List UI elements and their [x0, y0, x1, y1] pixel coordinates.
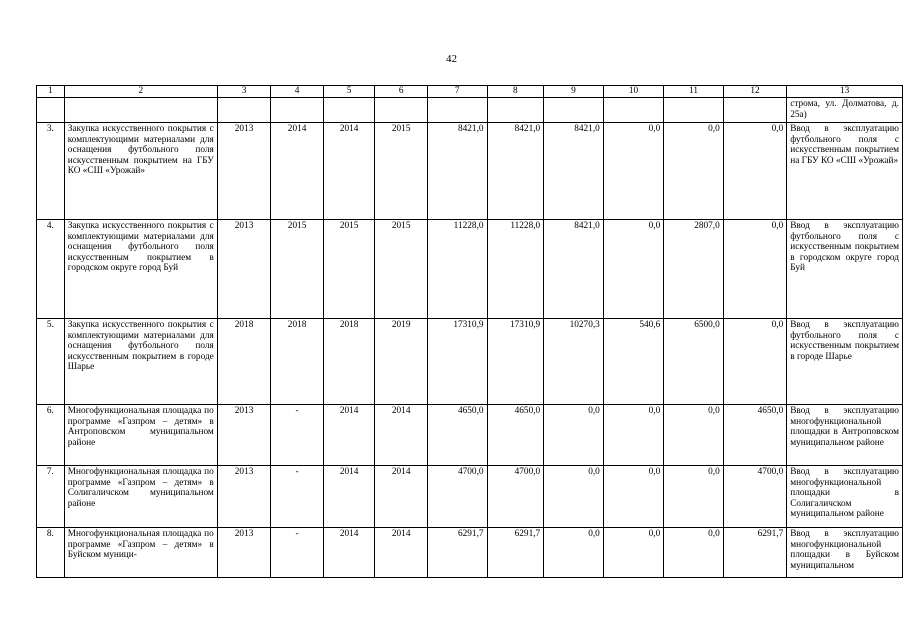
col-header-2: 2: [64, 86, 217, 98]
program-table: [36, 85, 903, 578]
cell-c12: 4700,0: [723, 466, 786, 528]
page-number: 42: [446, 53, 457, 65]
col-header-1: 1: [37, 86, 65, 98]
cell-c4: -: [271, 466, 324, 528]
row-number: 6.: [37, 405, 65, 466]
cell-c9: 8421,0: [544, 123, 604, 220]
col-header-12: 12: [723, 86, 786, 98]
cell-c8: 4650,0: [487, 405, 544, 466]
table-row: [37, 405, 903, 466]
cell-c10: 0,0: [603, 528, 663, 578]
col-header-5: 5: [323, 86, 375, 98]
col-header-9: 9: [544, 86, 604, 98]
row-name: Многофункциональная площадка по программе «Газпром – детям» в Солигаличском муниципальном районе: [64, 466, 217, 528]
cell-c5: 2018: [323, 319, 375, 405]
cell-c3: 2018: [217, 319, 271, 405]
col-header-13: 13: [787, 86, 903, 98]
row-number: 5.: [37, 319, 65, 405]
table-row: [37, 319, 903, 405]
cell-c12: 4650,0: [723, 405, 786, 466]
cell-c5: 2014: [323, 405, 375, 466]
continuation-result: строма, ул. Долматова, д. 25а): [787, 98, 903, 123]
row-name: Закупка искусственного покрытия с комплектующими материалами для оснащения футбольного поля искусственным покрытием на ГБУ КО «СШ «Урожай»: [64, 123, 217, 220]
cell-c6: 2015: [375, 220, 428, 319]
cell-c12: 6291,7: [723, 528, 786, 578]
table-row: [37, 220, 903, 319]
cell-c11: 0,0: [664, 123, 724, 220]
cell-c11: 2807,0: [664, 220, 724, 319]
table-row: [37, 528, 903, 578]
cell-c4: 2014: [271, 123, 324, 220]
column-numbers-row: [37, 86, 903, 98]
row-result: Ввод в эксплуатацию многофункциональной площадки в Буйском муниципальном: [787, 528, 903, 578]
cell-c8: 4700,0: [487, 466, 544, 528]
cell-c3: 2013: [217, 466, 271, 528]
cell-c4: -: [271, 528, 324, 578]
cell-c7: 4650,0: [427, 405, 487, 466]
cell-c5: 2014: [323, 466, 375, 528]
cell-c8: 6291,7: [487, 528, 544, 578]
cell-c12: 0,0: [723, 123, 786, 220]
row-result: Ввод в эксплуатацию футбольного поля с искусственным покрытием в городском округе город Буй: [787, 220, 903, 319]
row-result: Ввод в эксплуатацию футбольного поля с искусственным покрытием на ГБУ КО «СШ «Урожай»: [787, 123, 903, 220]
cell-c4: 2015: [271, 220, 324, 319]
cell-c12: 0,0: [723, 319, 786, 405]
cell-c7: 6291,7: [427, 528, 487, 578]
cell-c5: 2014: [323, 123, 375, 220]
cell-c4: 2018: [271, 319, 324, 405]
cell-c3: 2013: [217, 405, 271, 466]
cell-c11: 0,0: [664, 528, 724, 578]
row-result: Ввод в эксплуатацию многофункциональной площадки в Солигаличском муниципальном районе: [787, 466, 903, 528]
row-number: 7.: [37, 466, 65, 528]
col-header-7: 7: [427, 86, 487, 98]
cell-c3: 2013: [217, 123, 271, 220]
cell-c11: 0,0: [664, 466, 724, 528]
row-name: Закупка искусственного покрытия с комплектующими материалами для оснащения футбольного поля искусственным покрытием в городе Шарье: [64, 319, 217, 405]
cell-c10: 0,0: [603, 220, 663, 319]
table-row: [37, 123, 903, 220]
col-header-11: 11: [664, 86, 724, 98]
cell-c9: 8421,0: [544, 220, 604, 319]
cell-c9: 0,0: [544, 405, 604, 466]
cell-c12: 0,0: [723, 220, 786, 319]
col-header-4: 4: [271, 86, 324, 98]
cell-c11: 6500,0: [664, 319, 724, 405]
continuation-row: [37, 98, 903, 123]
cell-c4: -: [271, 405, 324, 466]
cell-c8: 17310,9: [487, 319, 544, 405]
col-header-6: 6: [375, 86, 428, 98]
cell-c9: 0,0: [544, 528, 604, 578]
cell-c6: 2014: [375, 528, 428, 578]
cell-c10: 540,6: [603, 319, 663, 405]
col-header-8: 8: [487, 86, 544, 98]
row-result: Ввод в эксплуатацию футбольного поля с искусственным покрытием в городе Шарье: [787, 319, 903, 405]
cell-c5: 2014: [323, 528, 375, 578]
cell-c7: 8421,0: [427, 123, 487, 220]
cell-c11: 0,0: [664, 405, 724, 466]
cell-c8: 8421,0: [487, 123, 544, 220]
row-name: Многофункциональная площадка по программе «Газпром – детям» в Буйском муници-: [64, 528, 217, 578]
row-number: 4.: [37, 220, 65, 319]
cell-c9: 0,0: [544, 466, 604, 528]
row-name: Многофункциональная площадка по программе «Газпром – детям» в Антроповском муниципальном районе: [64, 405, 217, 466]
cell-c3: 2013: [217, 528, 271, 578]
cell-c7: 17310,9: [427, 319, 487, 405]
row-name: Закупка искусственного покрытия с комплектующими материалами для оснащения футбольного поля искусственным покрытием в городском округе город Буй: [64, 220, 217, 319]
cell-c6: 2014: [375, 405, 428, 466]
cell-c10: 0,0: [603, 405, 663, 466]
cell-c10: 0,0: [603, 466, 663, 528]
cell-c7: 11228,0: [427, 220, 487, 319]
row-result: Ввод в эксплуатацию многофункциональной площадки в Антроповском муниципальном районе: [787, 405, 903, 466]
cell-c3: 2013: [217, 220, 271, 319]
cell-c6: 2015: [375, 123, 428, 220]
cell-c7: 4700,0: [427, 466, 487, 528]
row-number: 8.: [37, 528, 65, 578]
col-header-10: 10: [603, 86, 663, 98]
table-row: [37, 466, 903, 528]
cell-c6: 2019: [375, 319, 428, 405]
cell-c6: 2014: [375, 466, 428, 528]
col-header-3: 3: [217, 86, 271, 98]
cell-c9: 10270,3: [544, 319, 604, 405]
cell-c10: 0,0: [603, 123, 663, 220]
row-number: 3.: [37, 123, 65, 220]
cell-c5: 2015: [323, 220, 375, 319]
cell-c8: 11228,0: [487, 220, 544, 319]
